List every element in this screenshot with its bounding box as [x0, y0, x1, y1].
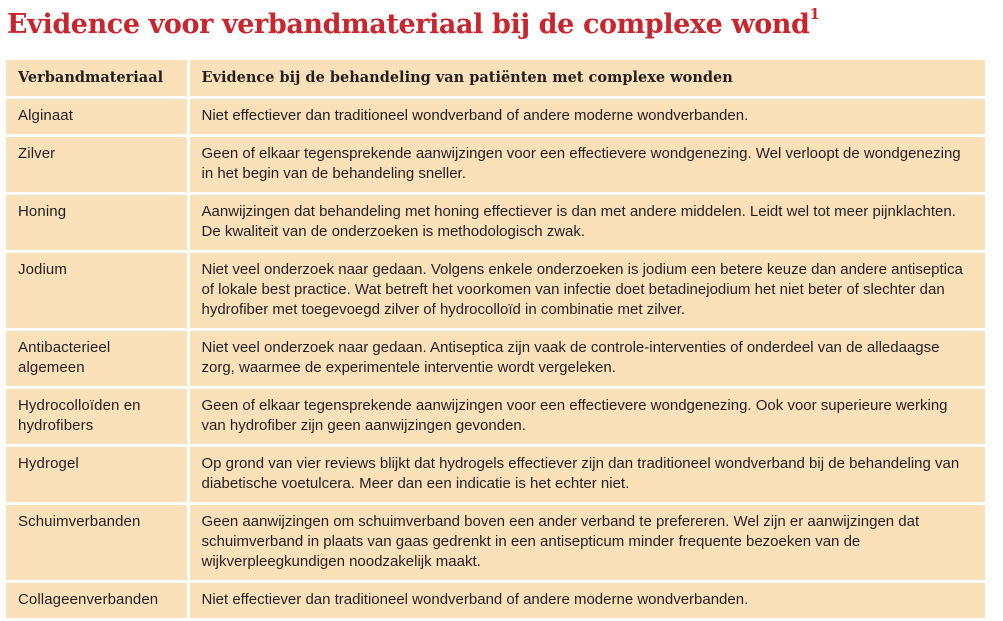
- cell-material: Antibacterieel algemeen: [6, 330, 188, 388]
- evidence-table: [6, 60, 985, 621]
- cell-material: Zilver: [6, 136, 188, 194]
- cell-evidence: Op grond van vier reviews blijkt dat hydrogels effectiever zijn dan traditioneel wondverband bij de behandeling van diabetische voetulcera. Meer dan een indicatie is het echter niet.: [188, 446, 985, 504]
- title-footnote: 1: [809, 5, 820, 23]
- header-evidence: Evidence bij de behandeling van patiënten met complexe wonden: [188, 60, 985, 98]
- table-row: [6, 136, 985, 194]
- cell-evidence: Niet veel onderzoek naar gedaan. Antiseptica zijn vaak de controle-interventies of onderdeel van de alledaagse zorg, waarmee de experimentele interventie wordt vergeleken.: [188, 330, 985, 388]
- table-row: [6, 194, 985, 252]
- cell-material: Honing: [6, 194, 188, 252]
- cell-material: Hydrogel: [6, 446, 188, 504]
- cell-evidence: Niet effectiever dan traditioneel wondverband of andere moderne wondverbanden.: [188, 582, 985, 620]
- table-row: [6, 504, 985, 582]
- cell-evidence: Niet effectiever dan traditioneel wondverband of andere moderne wondverbanden.: [188, 98, 985, 136]
- cell-evidence: Aanwijzingen dat behandeling met honing effectiever is dan met andere middelen. Leidt wel tot meer pijnklachten. De kwaliteit van de onderzoeken is methodologisch zwak.: [188, 194, 985, 252]
- cell-material: Collageenverbanden: [6, 582, 188, 620]
- cell-material: Alginaat: [6, 98, 188, 136]
- table-row: [6, 446, 985, 504]
- page-title: [7, 5, 820, 42]
- cell-material: Hydrocolloïden en hydrofibers: [6, 388, 188, 446]
- cell-evidence: Geen of elkaar tegensprekende aanwijzingen voor een effectievere wondgenezing. Wel verloopt de wondgenezing in het begin van de behandeling sneller.: [188, 136, 985, 194]
- cell-evidence: Niet veel onderzoek naar gedaan. Volgens enkele onderzoeken is jodium een betere keuze dan andere antiseptica of lokale best practice. Wat betreft het voorkomen van infectie doet betadinejodium het niet beter of slechter dan hydrofiber met toegevoegd zilver of hydrocolloïd in combinatie met zilver.: [188, 252, 985, 330]
- cell-evidence: Geen of elkaar tegensprekende aanwijzingen voor een effectievere wondgenezing. Ook voor superieure werking van hydrofiber zijn geen aanwijzingen gevonden.: [188, 388, 985, 446]
- cell-evidence: Geen aanwijzingen om schuimverband boven een ander verband te prefereren. Wel zijn er aanwijzingen dat schuimverband in plaats van gaas gedrenkt in een antisepticum minder frequente bezoeken van de wijkverpleegkundigen noodzakelijk maakt.: [188, 504, 985, 582]
- title-text: Evidence voor verbandmateriaal bij de complexe wond: [7, 9, 810, 40]
- table-header-row: [6, 60, 985, 98]
- table-row: [6, 98, 985, 136]
- cell-material: Schuimverbanden: [6, 504, 188, 582]
- cell-material: Jodium: [6, 252, 188, 330]
- table-row: [6, 330, 985, 388]
- table-row: [6, 582, 985, 620]
- table-row: [6, 388, 985, 446]
- table-row: [6, 252, 985, 330]
- header-material: Verbandmateriaal: [6, 60, 188, 98]
